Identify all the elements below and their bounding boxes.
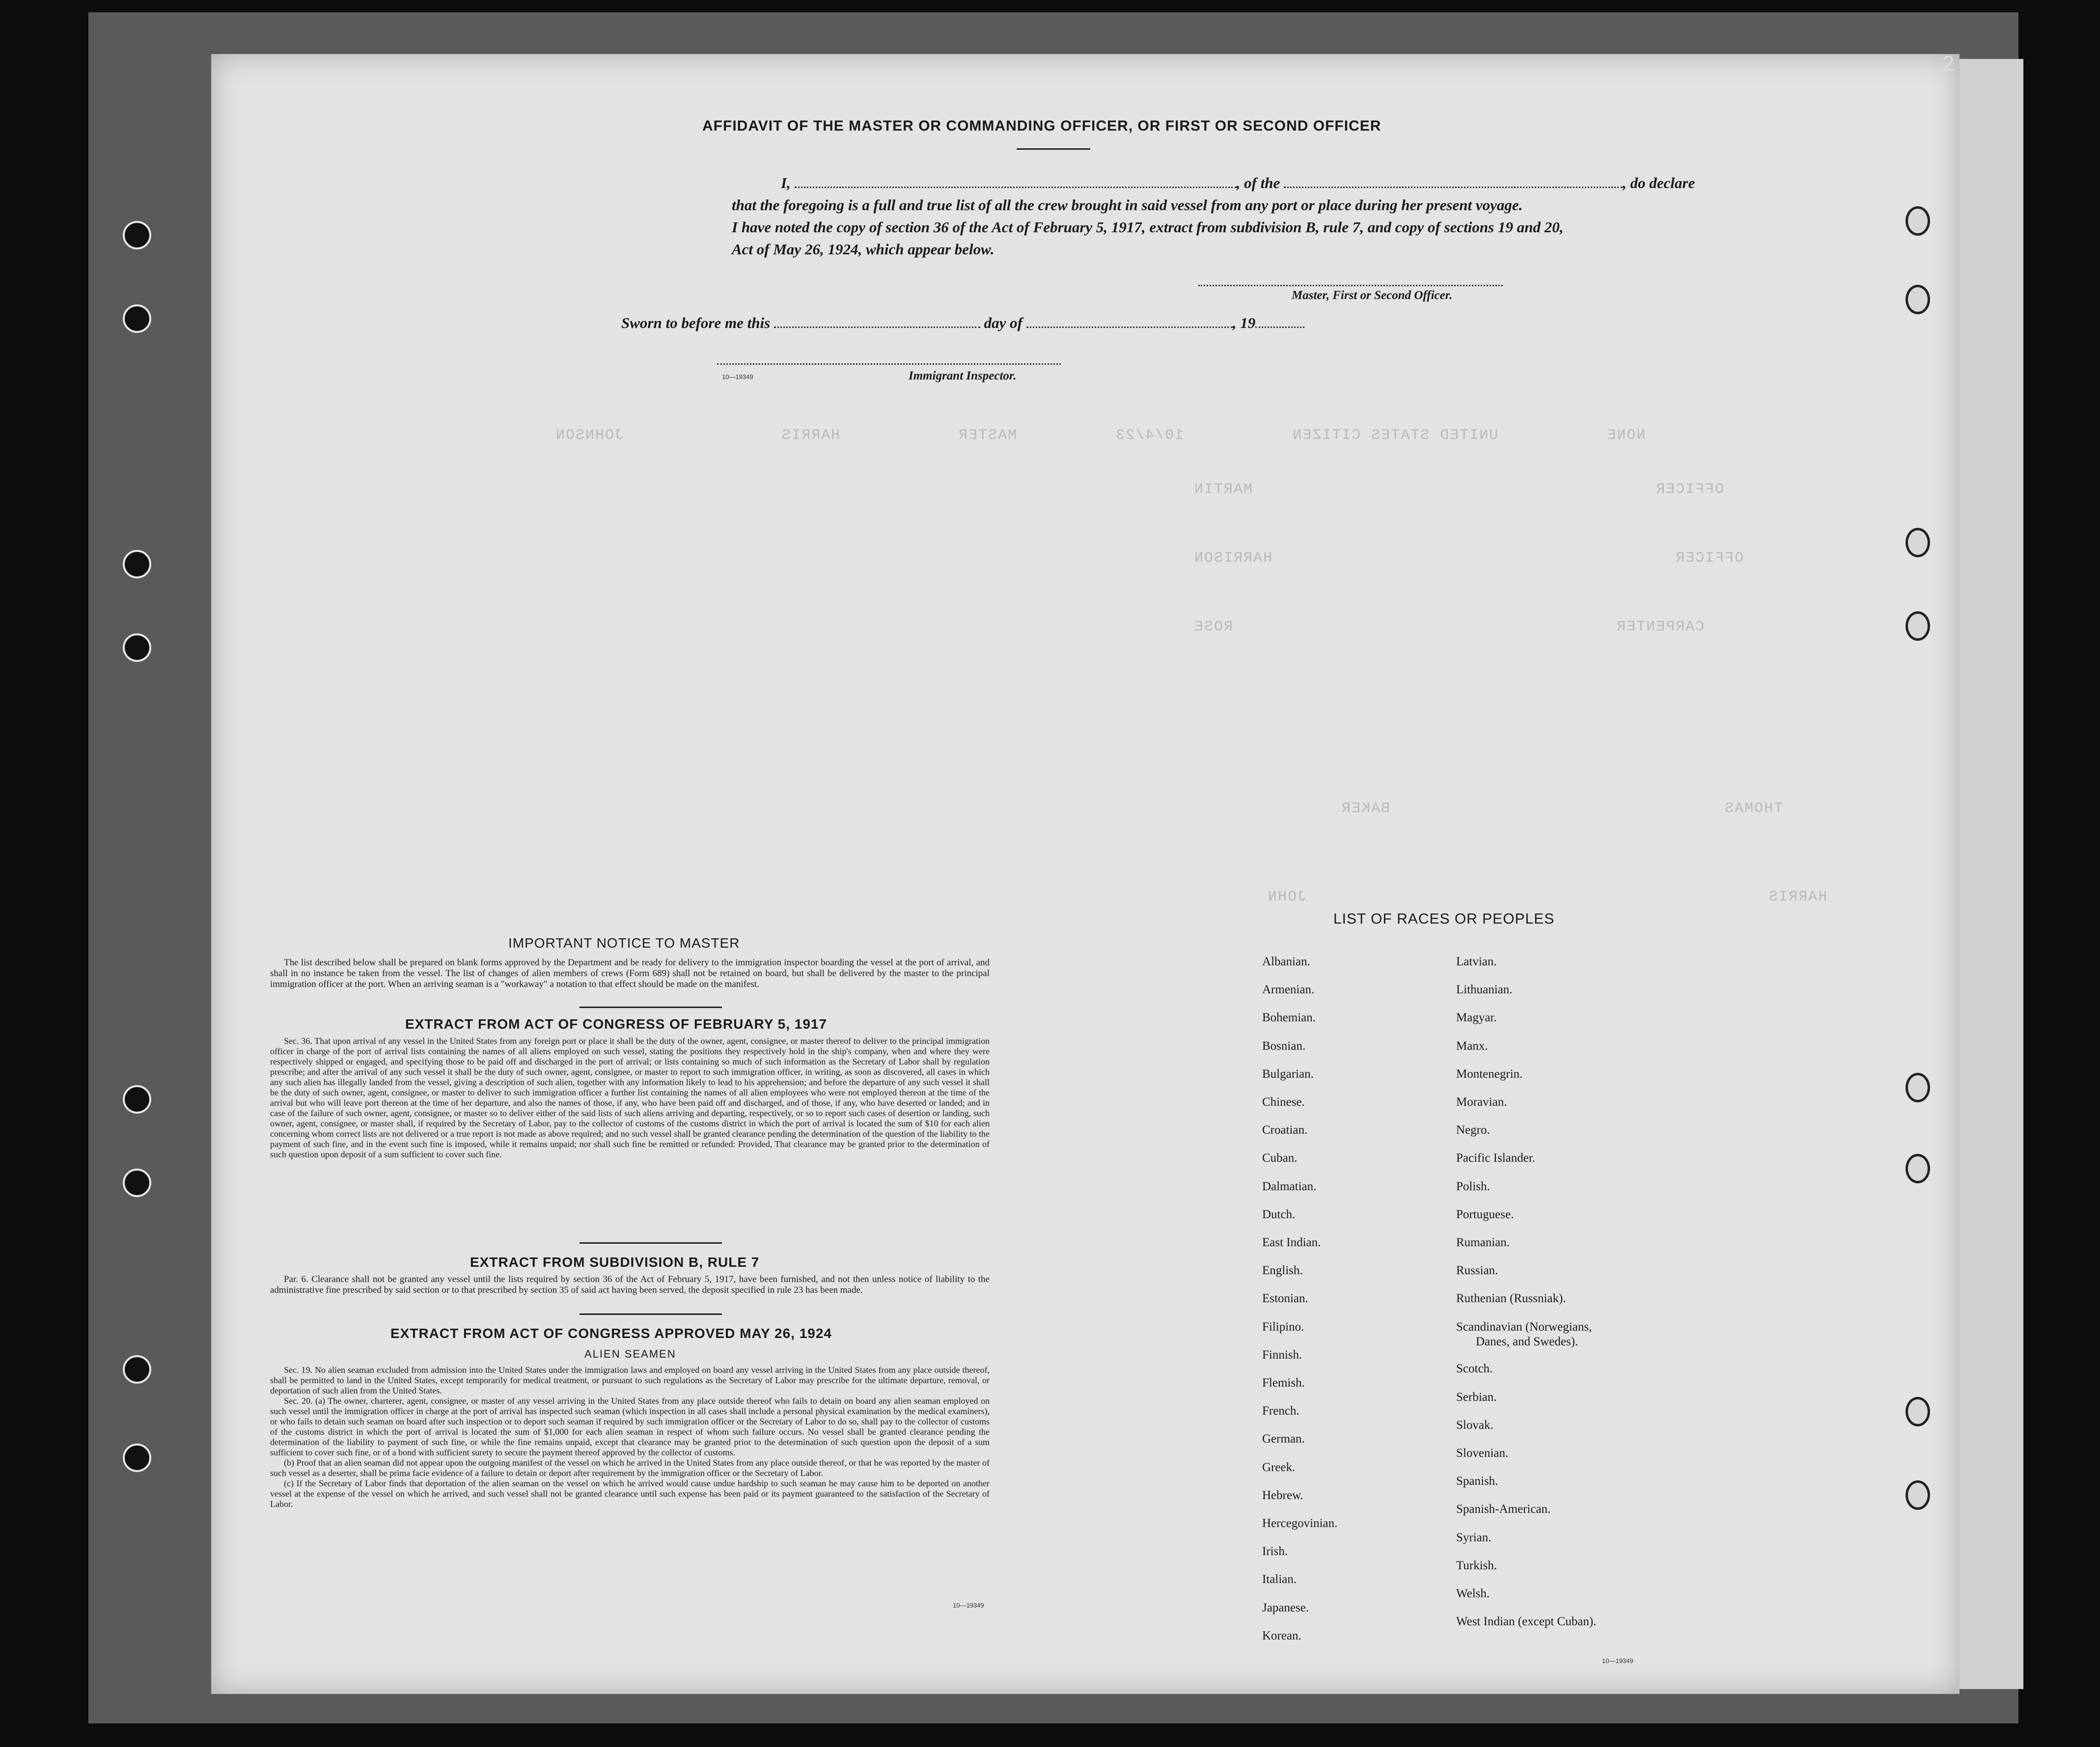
race-item: Irish. <box>1262 1545 1288 1558</box>
race-item: Moravian. <box>1456 1095 1507 1109</box>
binder-ring <box>1906 1073 1930 1102</box>
bleed-through: HARRIS JOHN <box>1267 889 1827 905</box>
race-item: Pacific Islander. <box>1456 1151 1536 1165</box>
race-item: Filipino. <box>1262 1320 1304 1334</box>
race-item: English. <box>1262 1264 1303 1278</box>
race-item: Dutch. <box>1262 1207 1296 1221</box>
race-item: Montenegrin. <box>1456 1067 1523 1081</box>
binder-ring <box>1906 1154 1930 1183</box>
bleed-through: OFFICER MARTIN <box>1193 481 1724 498</box>
race-item: Greek. <box>1262 1460 1296 1474</box>
binder-ring <box>1906 285 1930 314</box>
extract-1924-text: Sec. 19. No alien seaman excluded from admission into the United States under the immigration laws and employed on board any vessel arriving in the United States from any place outside thereof, shall be permitted to land in the United States, except temporarily for medical treatment, or pursuant to such regulations as the Secretary of Labor may prescribe for the ultimate departure, removal, or deportation of such alien from the United States. Sec. 20. (a) The owner, charterer, agent, consignee, or master of any vessel arriving in the United States from any place outside thereof who fails to detain on board any alien seaman employed on such vessel until the immigration officer in charge at the port of arrival has inspected such seaman (which inspection in all cases shall include a personal physical examination by the medical examiners), or who fails to detain such seaman on board after such inspection or to deport such seaman if required by such immigration officer or the Secretary of Labor to do so, shall pay to the collector of customs of the customs district in which the port of arrival is located the sum of $1,000 for each alien seaman in respect of whom such failure occurs. No vessel shall be granted clearance pending the determination of the liability to payment of such fine, or while the fine remains unpaid, except that clearance may be granted prior to the determination of such question upon the deposit of a sum sufficient to cover such fine, or of a bond with sufficient surety to secure the payment thereof approved by the collector of customs. (b) Proof that an alien seaman did not appear upon the outgoing manifest of the vessel on which he arrived in the United States from any place outside thereof, or that he was reported by the master of such vessel as a deserter, shall be prima facie evidence of a failure to detain or deport after requirement by the immigration officer or the Secretary of Labor. (c) If the Secretary of Labor finds that deportation of the alien seaman on the vessel on which he arrived would cause undue hardship to such seaman he may cause him to be deported on another vessel at the expense of the vessel on which he arrived, and such vessel shall not be granted clearance until such expense has been paid or its payment guaranteed to the satisfaction of the Secretary of Labor. <box>270 1365 990 1509</box>
extract-1917-title: EXTRACT FROM ACT OF CONGRESS OF FEBRUARY 5, 1917 <box>405 1016 828 1032</box>
binder-hole <box>123 633 151 662</box>
binder-ring <box>1906 528 1930 557</box>
race-item: Manx. <box>1456 1039 1488 1053</box>
race-item: German. <box>1262 1432 1305 1446</box>
race-item: Chinese. <box>1262 1095 1305 1109</box>
race-item: Japanese. <box>1262 1601 1309 1614</box>
affidavit-line-2: that the foregoing is a full and true list of all the crew brought in said vessel from any port or place during her present voyage. <box>732 196 1523 214</box>
master-signature-label: Master, First or Second Officer. <box>1292 289 1453 302</box>
race-item: Croatian. <box>1262 1123 1308 1137</box>
binder-hole <box>123 1085 151 1114</box>
underlying-page-strip <box>1960 59 2023 1689</box>
extract-rule7-title: EXTRACT FROM SUBDIVISION B, RULE 7 <box>470 1255 760 1270</box>
notice-title: IMPORTANT NOTICE TO MASTER <box>508 935 740 951</box>
bleed-through: CARPENTER ROSE <box>1193 619 1705 635</box>
race-item: Negro. <box>1456 1123 1490 1137</box>
affidavit-line-1: I, , of the , do declare <box>781 174 1695 191</box>
binder-hole <box>123 1355 151 1384</box>
affidavit-line-4: Act of May 26, 1924, which appear below. <box>732 241 995 258</box>
extract-1917-text: Sec. 36. That upon arrival of any vessel in the United States from any foreign port or place it shall be the duty of the owner, agent, consignee, or master thereof to deliver to the principal immigration officer in charge of the port of arrival lists containing the names of all aliens employed on such vessel, stating the positions they respectively hold in the ship's company, when and where they were respectively shipped or engaged, and specifying those to be paid off and discharged in the port of arrival; or lists containing so much of such information as the Secretary of Labor shall by regulation prescribe; and after the arrival of any such vessel it shall be the duty of such owner, agent, consignee, or master to report to such immigration officer, in writing, as soon as discovered, all cases in which any such alien has illegally landed from the vessel, giving a description of such alien, together with any information likely to lead to his apprehension; and before the departure of any such vessel it shall be the duty of such owner, agent, consignee, or master to deliver to such immigration officer a further list containing the names of all alien employees who were not employed thereon at the time of the arrival but who will leave port thereon at the time of her departure, and also the names of those, if any, who have been paid off and discharged, and of those, if any, who have deserted or landed; and in case of the failure of such owner, agent, consignee, or master so to deliver either of the said lists of such aliens arriving and departing, respectively, or so to report such cases of desertion or landing, such owner, agent, consignee, or master shall, if required by the Secretary of Labor, pay to the collector of customs of the customs district in which the port of arrival is located the sum of $10 for each alien concerning whom correct lists are not delivered or a true report is not made as above required; and no such vessel shall be granted clearance pending the determination of the question of the liability to the payment of such fine, and in the event such fine is imposed, while it remains unpaid; nor shall such fine be remitted or refunded: Provided, That clearance may be granted prior to the determination of such question upon deposit of a sum sufficient to cover such fine. <box>270 1036 990 1159</box>
race-item: Bohemian. <box>1262 1011 1316 1025</box>
affidavit-title: AFFIDAVIT OF THE MASTER OR COMMANDING OFFICER, OR FIRST OR SECOND OFFICER <box>702 118 1382 134</box>
race-item: Syrian. <box>1456 1530 1492 1544</box>
bleed-through: THOMAS BAKER <box>1341 800 1783 817</box>
race-item: Slovak. <box>1456 1418 1493 1432</box>
race-item: Turkish. <box>1456 1558 1497 1572</box>
bleed-through: OFFICER HARRISON <box>1193 550 1744 567</box>
races-title: LIST OF RACES OR PEOPLES <box>1333 911 1555 927</box>
binder-hole <box>123 1169 151 1197</box>
race-item-continuation: Danes, and Swedes). <box>1476 1335 1578 1348</box>
race-item: Spanish. <box>1456 1474 1498 1488</box>
race-item: Scandinavian (Norwegians, <box>1456 1320 1592 1334</box>
race-item: Hebrew. <box>1262 1488 1303 1502</box>
binder-hole <box>123 550 151 578</box>
race-item: Hercegovinian. <box>1262 1517 1338 1530</box>
race-item: Bulgarian. <box>1262 1067 1314 1081</box>
document-page <box>211 54 1960 1694</box>
binder-ring <box>1906 206 1930 236</box>
race-item: Serbian. <box>1456 1390 1497 1404</box>
extract-1924-subtitle: ALIEN SEAMEN <box>584 1348 676 1360</box>
race-item: Armenian. <box>1262 983 1315 997</box>
form-number-bottom-right: 10—19349 <box>1602 1657 1633 1665</box>
race-item: Portuguese. <box>1456 1207 1514 1221</box>
form-number-bottom-left: 10—19349 <box>953 1602 984 1609</box>
race-item: Dalmatian. <box>1262 1179 1317 1193</box>
race-item: Rumanian. <box>1456 1236 1510 1249</box>
title-rule <box>1017 148 1090 150</box>
form-number-top: 10—19349 <box>722 373 753 381</box>
race-item: East Indian. <box>1262 1236 1321 1249</box>
race-item: Russian. <box>1456 1264 1498 1278</box>
race-item: Latvian. <box>1456 955 1497 968</box>
inspector-label: Immigrant Inspector. <box>909 369 1017 382</box>
race-item: French. <box>1262 1404 1299 1418</box>
race-item: Spanish-American. <box>1456 1502 1551 1516</box>
race-item: Italian. <box>1262 1573 1297 1586</box>
binder-ring <box>1906 1480 1930 1510</box>
binder-hole <box>123 304 151 333</box>
race-item: Cuban. <box>1262 1151 1298 1165</box>
inspector-line <box>717 363 1061 365</box>
page-number: 2 <box>1942 52 1955 76</box>
signature-line <box>1198 285 1503 286</box>
sworn-line: Sworn to before me this day of , 19 <box>621 314 1304 332</box>
race-item: Welsh. <box>1456 1587 1490 1600</box>
binder-hole <box>123 221 151 249</box>
race-item: Slovenian. <box>1456 1447 1509 1460</box>
binder-ring <box>1906 611 1930 641</box>
binder-hole <box>123 1444 151 1472</box>
extract-rule7-text: Par. 6. Clearance shall not be granted any vessel until the lists required by section 36 of the Act of February 5, 1917, have been furnished, and not then unless notice of liability to the administrative fine prescribed by said section or to that prescribed by section 35 of said act having been served, the deposit specified in rule 23 has been made. <box>270 1274 990 1295</box>
race-item: Flemish. <box>1262 1376 1305 1390</box>
race-item: Estonian. <box>1262 1292 1308 1306</box>
extract-1924-title: EXTRACT FROM ACT OF CONGRESS APPROVED MAY 26, 1924 <box>390 1326 832 1341</box>
race-item: Albanian. <box>1262 955 1310 968</box>
race-item: Bosnian. <box>1262 1039 1306 1053</box>
binder-ring <box>1906 1397 1930 1426</box>
notice-text: The list described below shall be prepared on blank forms approved by the Department and be ready for delivery to the immigration inspector boarding the vessel at the port of arrival, and shall in no instance be taken from the vessel. The list of changes of alien members of crews (Form 689) shall not be retained on board, but shall be delivered by the master to the principal immigration officer at the port. When an arriving seaman is a "workaway" a notation to that effect should be made on the manifest. <box>270 957 990 989</box>
affidavit-line-3: I have noted the copy of section 36 of the Act of February 5, 1917, extract from subdivision B, rule 7, and copy of sections 19 and 20, <box>732 218 1564 236</box>
extract-rule7-rule <box>580 1313 722 1315</box>
bleed-through: NONE UNITED STATES CITIZEN 10/4/23 MASTER HARRIS JOHNSON <box>555 427 1646 444</box>
race-item: Scotch. <box>1456 1362 1493 1376</box>
race-item: Ruthenian (Russniak). <box>1456 1292 1566 1306</box>
race-item: Polish. <box>1456 1179 1490 1193</box>
extract-1917-rule <box>580 1242 722 1244</box>
race-item: Lithuanian. <box>1456 983 1513 997</box>
race-item: West Indian (except Cuban). <box>1456 1615 1597 1629</box>
race-item: Magyar. <box>1456 1011 1497 1025</box>
race-item: Finnish. <box>1262 1348 1302 1362</box>
race-item: Korean. <box>1262 1629 1301 1642</box>
notice-rule <box>580 1007 722 1008</box>
